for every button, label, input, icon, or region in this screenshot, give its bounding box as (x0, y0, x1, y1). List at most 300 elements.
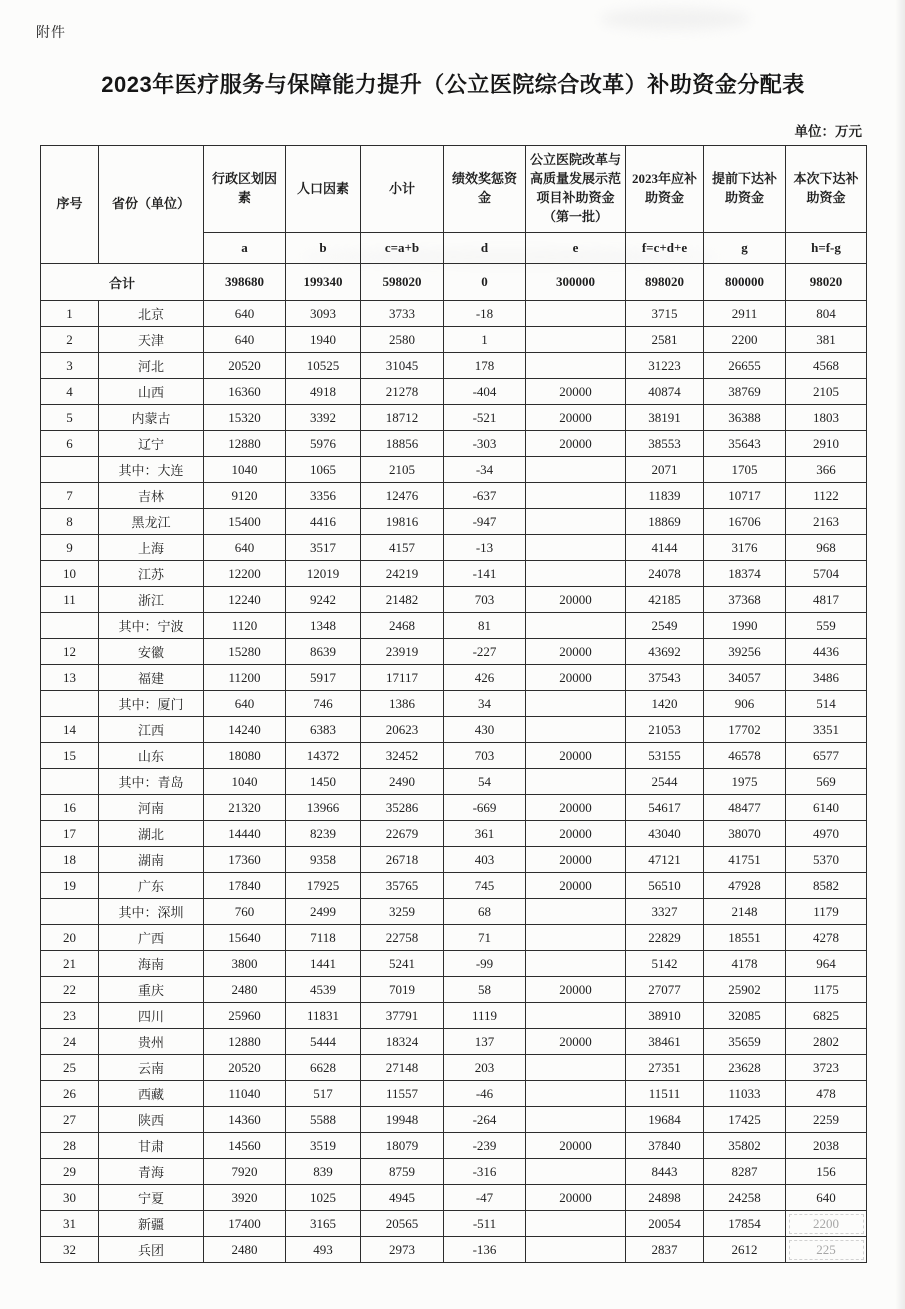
value-cell: -637 (444, 483, 526, 509)
row-number: 20 (41, 925, 99, 951)
value-cell: 37543 (626, 665, 704, 691)
row-number: 12 (41, 639, 99, 665)
value-cell: 34 (444, 691, 526, 717)
value-cell: 11040 (204, 1081, 286, 1107)
value-cell: 20000 (526, 873, 626, 899)
value-cell: 20520 (204, 1055, 286, 1081)
value-cell: 2910 (786, 431, 867, 457)
value-cell: 17400 (204, 1211, 286, 1237)
value-cell: 18551 (704, 925, 786, 951)
value-cell: 3733 (361, 301, 444, 327)
value-cell: 3519 (286, 1133, 361, 1159)
table-row (41, 665, 867, 691)
table-row (41, 1211, 867, 1237)
value-cell: 16706 (704, 509, 786, 535)
province-name: 江苏 (99, 561, 204, 587)
total-value: 398680 (204, 264, 286, 301)
value-cell: 1450 (286, 769, 361, 795)
value-cell: 12200 (204, 561, 286, 587)
value-cell: 5917 (286, 665, 361, 691)
value-cell: 4918 (286, 379, 361, 405)
table-row (41, 353, 867, 379)
value-cell: 31045 (361, 353, 444, 379)
value-cell: 23628 (704, 1055, 786, 1081)
value-cell: -227 (444, 639, 526, 665)
value-cell: 2911 (704, 301, 786, 327)
value-cell: 11033 (704, 1081, 786, 1107)
value-cell: 2071 (626, 457, 704, 483)
value-cell: 10525 (286, 353, 361, 379)
row-number: 19 (41, 873, 99, 899)
value-cell: 20000 (526, 821, 626, 847)
value-cell: 14440 (204, 821, 286, 847)
unit-label: 单位：万元 (794, 124, 862, 139)
value-cell: 54 (444, 769, 526, 795)
table-row (41, 431, 867, 457)
province-name: 贵州 (99, 1029, 204, 1055)
value-cell: 58 (444, 977, 526, 1003)
value-cell: 11200 (204, 665, 286, 691)
value-cell: 35765 (361, 873, 444, 899)
row-number: 10 (41, 561, 99, 587)
value-cell: -947 (444, 509, 526, 535)
table-row (41, 847, 867, 873)
table-row (41, 1029, 867, 1055)
value-cell: 2612 (704, 1237, 786, 1263)
value-cell: 27351 (626, 1055, 704, 1081)
row-number: 21 (41, 951, 99, 977)
value-cell: 1803 (786, 405, 867, 431)
value-cell: 906 (704, 691, 786, 717)
value-cell: 2200 (704, 327, 786, 353)
value-cell: 4416 (286, 509, 361, 535)
value-cell: 81 (444, 613, 526, 639)
allocation-table (40, 145, 867, 1263)
value-cell: 21278 (361, 379, 444, 405)
value-cell: 3517 (286, 535, 361, 561)
value-cell: 9120 (204, 483, 286, 509)
table-row (41, 1081, 867, 1107)
value-cell: 361 (444, 821, 526, 847)
value-cell: 25902 (704, 977, 786, 1003)
value-cell: -46 (444, 1081, 526, 1107)
value-cell: 15640 (204, 925, 286, 951)
value-cell: 17360 (204, 847, 286, 873)
value-cell: 18374 (704, 561, 786, 587)
value-cell: 25960 (204, 1003, 286, 1029)
value-cell (526, 509, 626, 535)
value-cell: 3259 (361, 899, 444, 925)
value-cell (526, 1107, 626, 1133)
col-letter-f: f=c+d+e (626, 233, 704, 264)
col-header-admin-factor: 行政区划因素 (204, 146, 286, 233)
value-cell: 20000 (526, 665, 626, 691)
value-cell: 5704 (786, 561, 867, 587)
row-number: 18 (41, 847, 99, 873)
value-cell: 39256 (704, 639, 786, 665)
value-cell (526, 1159, 626, 1185)
row-number (41, 613, 99, 639)
value-cell: 14360 (204, 1107, 286, 1133)
value-cell: 4144 (626, 535, 704, 561)
value-cell: 38910 (626, 1003, 704, 1029)
province-name: 浙江 (99, 587, 204, 613)
value-cell (526, 899, 626, 925)
value-cell: 32085 (704, 1003, 786, 1029)
value-cell (526, 1055, 626, 1081)
value-cell: 34057 (704, 665, 786, 691)
value-cell: -239 (444, 1133, 526, 1159)
value-cell: 15320 (204, 405, 286, 431)
value-cell: 18712 (361, 405, 444, 431)
value-cell: -47 (444, 1185, 526, 1211)
table-row (41, 483, 867, 509)
col-header-population-factor: 人口因素 (286, 146, 361, 233)
table-row (41, 1159, 867, 1185)
value-cell: 1975 (704, 769, 786, 795)
row-number: 30 (41, 1185, 99, 1211)
value-cell: 71 (444, 925, 526, 951)
table-row (41, 1107, 867, 1133)
value-cell (526, 535, 626, 561)
value-cell: 35802 (704, 1133, 786, 1159)
table-row (41, 301, 867, 327)
row-number: 16 (41, 795, 99, 821)
value-cell: 24898 (626, 1185, 704, 1211)
value-cell: 514 (786, 691, 867, 717)
value-cell: 3093 (286, 301, 361, 327)
table-row (41, 613, 867, 639)
value-cell: 42185 (626, 587, 704, 613)
value-cell: 68 (444, 899, 526, 925)
value-cell: 43040 (626, 821, 704, 847)
value-cell: 24219 (361, 561, 444, 587)
value-cell: 1441 (286, 951, 361, 977)
col-header-due-2023: 2023年应补助资金 (626, 146, 704, 233)
value-cell (526, 925, 626, 951)
value-cell: 2038 (786, 1133, 867, 1159)
row-number: 23 (41, 1003, 99, 1029)
value-cell: 26655 (704, 353, 786, 379)
value-cell: 1120 (204, 613, 286, 639)
total-label: 合计 (41, 264, 204, 301)
value-cell: 20000 (526, 977, 626, 1003)
value-cell: 1420 (626, 691, 704, 717)
value-cell: 640 (786, 1185, 867, 1211)
table-row (41, 1185, 867, 1211)
value-cell: 4817 (786, 587, 867, 613)
value-cell: 3486 (786, 665, 867, 691)
value-cell: 703 (444, 743, 526, 769)
value-cell (526, 1081, 626, 1107)
value-cell: 964 (786, 951, 867, 977)
province-name: 云南 (99, 1055, 204, 1081)
col-letter-e: e (526, 233, 626, 264)
table-row (41, 509, 867, 535)
value-cell: 1040 (204, 457, 286, 483)
province-name: 宁夏 (99, 1185, 204, 1211)
value-cell: -521 (444, 405, 526, 431)
row-number: 22 (41, 977, 99, 1003)
table-row (41, 873, 867, 899)
value-cell: 493 (286, 1237, 361, 1263)
row-number (41, 691, 99, 717)
value-cell: 40874 (626, 379, 704, 405)
value-cell: 20000 (526, 587, 626, 613)
value-cell: 430 (444, 717, 526, 743)
table-row (41, 379, 867, 405)
value-cell: 14372 (286, 743, 361, 769)
value-cell: 2148 (704, 899, 786, 925)
value-cell: 37840 (626, 1133, 704, 1159)
value-cell: 3351 (786, 717, 867, 743)
value-cell: 18079 (361, 1133, 444, 1159)
table-row (41, 587, 867, 613)
value-cell: 2200 (786, 1211, 867, 1237)
value-cell: 4278 (786, 925, 867, 951)
value-cell: 20520 (204, 353, 286, 379)
total-row (41, 264, 867, 301)
table-row (41, 1133, 867, 1159)
value-cell: 4945 (361, 1185, 444, 1211)
value-cell: 15280 (204, 639, 286, 665)
value-cell (526, 717, 626, 743)
value-cell: 156 (786, 1159, 867, 1185)
value-cell: 745 (444, 873, 526, 899)
value-cell: 640 (204, 301, 286, 327)
value-cell: 2802 (786, 1029, 867, 1055)
row-number: 7 (41, 483, 99, 509)
value-cell (526, 353, 626, 379)
attachment-label: 附件 (36, 26, 66, 41)
value-cell: 7920 (204, 1159, 286, 1185)
value-cell: 20000 (526, 743, 626, 769)
value-cell: 20623 (361, 717, 444, 743)
province-name: 其中：厦门 (99, 691, 204, 717)
table-row (41, 691, 867, 717)
value-cell: 1175 (786, 977, 867, 1003)
value-cell: 8639 (286, 639, 361, 665)
value-cell (526, 457, 626, 483)
value-cell: 18080 (204, 743, 286, 769)
table-row (41, 1237, 867, 1263)
value-cell (526, 483, 626, 509)
value-cell: 2259 (786, 1107, 867, 1133)
value-cell: 12880 (204, 1029, 286, 1055)
row-number: 17 (41, 821, 99, 847)
value-cell: 38461 (626, 1029, 704, 1055)
value-cell: 6140 (786, 795, 867, 821)
value-cell: 11557 (361, 1081, 444, 1107)
value-cell: -404 (444, 379, 526, 405)
total-value: 898020 (626, 264, 704, 301)
value-cell: -264 (444, 1107, 526, 1133)
value-cell: 2163 (786, 509, 867, 535)
value-cell: 5142 (626, 951, 704, 977)
total-value: 98020 (786, 264, 867, 301)
row-number: 29 (41, 1159, 99, 1185)
value-cell: 3920 (204, 1185, 286, 1211)
value-cell: 1065 (286, 457, 361, 483)
value-cell: 24078 (626, 561, 704, 587)
value-cell: -34 (444, 457, 526, 483)
province-name: 江西 (99, 717, 204, 743)
value-cell: 1122 (786, 483, 867, 509)
value-cell: 2581 (626, 327, 704, 353)
value-cell: 7019 (361, 977, 444, 1003)
col-letter-b: b (286, 233, 361, 264)
province-name: 重庆 (99, 977, 204, 1003)
col-letter-h: h=f-g (786, 233, 867, 264)
value-cell: 1705 (704, 457, 786, 483)
value-cell: 8443 (626, 1159, 704, 1185)
value-cell: 403 (444, 847, 526, 873)
value-cell: 17854 (704, 1211, 786, 1237)
value-cell: 4539 (286, 977, 361, 1003)
value-cell: 37368 (704, 587, 786, 613)
province-name: 甘肃 (99, 1133, 204, 1159)
province-name: 陕西 (99, 1107, 204, 1133)
value-cell: 3165 (286, 1211, 361, 1237)
value-cell: 21482 (361, 587, 444, 613)
value-cell: 5976 (286, 431, 361, 457)
value-cell: 48477 (704, 795, 786, 821)
value-cell: 804 (786, 301, 867, 327)
table-row (41, 925, 867, 951)
value-cell: 4178 (704, 951, 786, 977)
value-cell: 18856 (361, 431, 444, 457)
value-cell (526, 691, 626, 717)
value-cell: 56510 (626, 873, 704, 899)
province-name: 四川 (99, 1003, 204, 1029)
value-cell: 19948 (361, 1107, 444, 1133)
col-header-index: 序号 (41, 146, 99, 264)
total-value: 800000 (704, 264, 786, 301)
value-cell (526, 1003, 626, 1029)
value-cell: 35286 (361, 795, 444, 821)
value-cell: 7118 (286, 925, 361, 951)
value-cell: 8582 (786, 873, 867, 899)
value-cell: 11831 (286, 1003, 361, 1029)
value-cell: 16360 (204, 379, 286, 405)
row-number: 4 (41, 379, 99, 405)
value-cell: 3356 (286, 483, 361, 509)
value-cell: 3723 (786, 1055, 867, 1081)
value-cell: 6628 (286, 1055, 361, 1081)
table-row (41, 535, 867, 561)
table-row (41, 639, 867, 665)
row-number: 11 (41, 587, 99, 613)
value-cell: 15400 (204, 509, 286, 535)
table-body (41, 264, 867, 1263)
scan-edge-shadow (895, 0, 905, 1309)
province-name: 河南 (99, 795, 204, 821)
value-cell: 6383 (286, 717, 361, 743)
value-cell: 839 (286, 1159, 361, 1185)
value-cell: 1179 (786, 899, 867, 925)
value-cell: 17702 (704, 717, 786, 743)
value-cell: 3800 (204, 951, 286, 977)
col-letter-a: a (204, 233, 286, 264)
total-value: 300000 (526, 264, 626, 301)
table-row (41, 769, 867, 795)
value-cell: 27148 (361, 1055, 444, 1081)
header-row-names (41, 146, 867, 233)
value-cell: 2105 (786, 379, 867, 405)
province-name: 吉林 (99, 483, 204, 509)
value-cell: 18324 (361, 1029, 444, 1055)
row-number: 6 (41, 431, 99, 457)
value-cell: 20000 (526, 1029, 626, 1055)
value-cell (526, 951, 626, 977)
value-cell: 178 (444, 353, 526, 379)
value-cell: 24258 (704, 1185, 786, 1211)
value-cell: 20000 (526, 1133, 626, 1159)
value-cell: 10717 (704, 483, 786, 509)
province-name: 内蒙古 (99, 405, 204, 431)
value-cell: 203 (444, 1055, 526, 1081)
value-cell (526, 1237, 626, 1263)
value-cell: -511 (444, 1211, 526, 1237)
value-cell: 36388 (704, 405, 786, 431)
value-cell: 640 (204, 691, 286, 717)
row-number: 28 (41, 1133, 99, 1159)
value-cell: 559 (786, 613, 867, 639)
row-number: 26 (41, 1081, 99, 1107)
row-number: 24 (41, 1029, 99, 1055)
value-cell: 35643 (704, 431, 786, 457)
value-cell: 2490 (361, 769, 444, 795)
value-cell: 20565 (361, 1211, 444, 1237)
total-value: 199340 (286, 264, 361, 301)
value-cell: 2837 (626, 1237, 704, 1263)
province-name: 安徽 (99, 639, 204, 665)
value-cell: 366 (786, 457, 867, 483)
col-letter-d: d (444, 233, 526, 264)
total-value: 0 (444, 264, 526, 301)
value-cell: 13966 (286, 795, 361, 821)
row-number: 32 (41, 1237, 99, 1263)
value-cell: 8239 (286, 821, 361, 847)
value-cell: 47928 (704, 873, 786, 899)
value-cell: 746 (286, 691, 361, 717)
value-cell: 1386 (361, 691, 444, 717)
value-cell: 1040 (204, 769, 286, 795)
value-cell: 640 (204, 327, 286, 353)
value-cell: 17117 (361, 665, 444, 691)
row-number (41, 899, 99, 925)
value-cell: 2499 (286, 899, 361, 925)
province-name: 北京 (99, 301, 204, 327)
value-cell: 426 (444, 665, 526, 691)
page-title: 2023年医疗服务与保障能力提升（公立医院综合改革）补助资金分配表 (101, 72, 805, 97)
row-number: 27 (41, 1107, 99, 1133)
value-cell: 20054 (626, 1211, 704, 1237)
row-number: 25 (41, 1055, 99, 1081)
value-cell: 54617 (626, 795, 704, 821)
value-cell: 38070 (704, 821, 786, 847)
value-cell: -18 (444, 301, 526, 327)
table-row (41, 743, 867, 769)
value-cell: 8759 (361, 1159, 444, 1185)
value-cell: 37791 (361, 1003, 444, 1029)
table-row (41, 561, 867, 587)
province-name: 广西 (99, 925, 204, 951)
value-cell: 9242 (286, 587, 361, 613)
value-cell: 703 (444, 587, 526, 613)
value-cell: 1348 (286, 613, 361, 639)
value-cell (526, 561, 626, 587)
